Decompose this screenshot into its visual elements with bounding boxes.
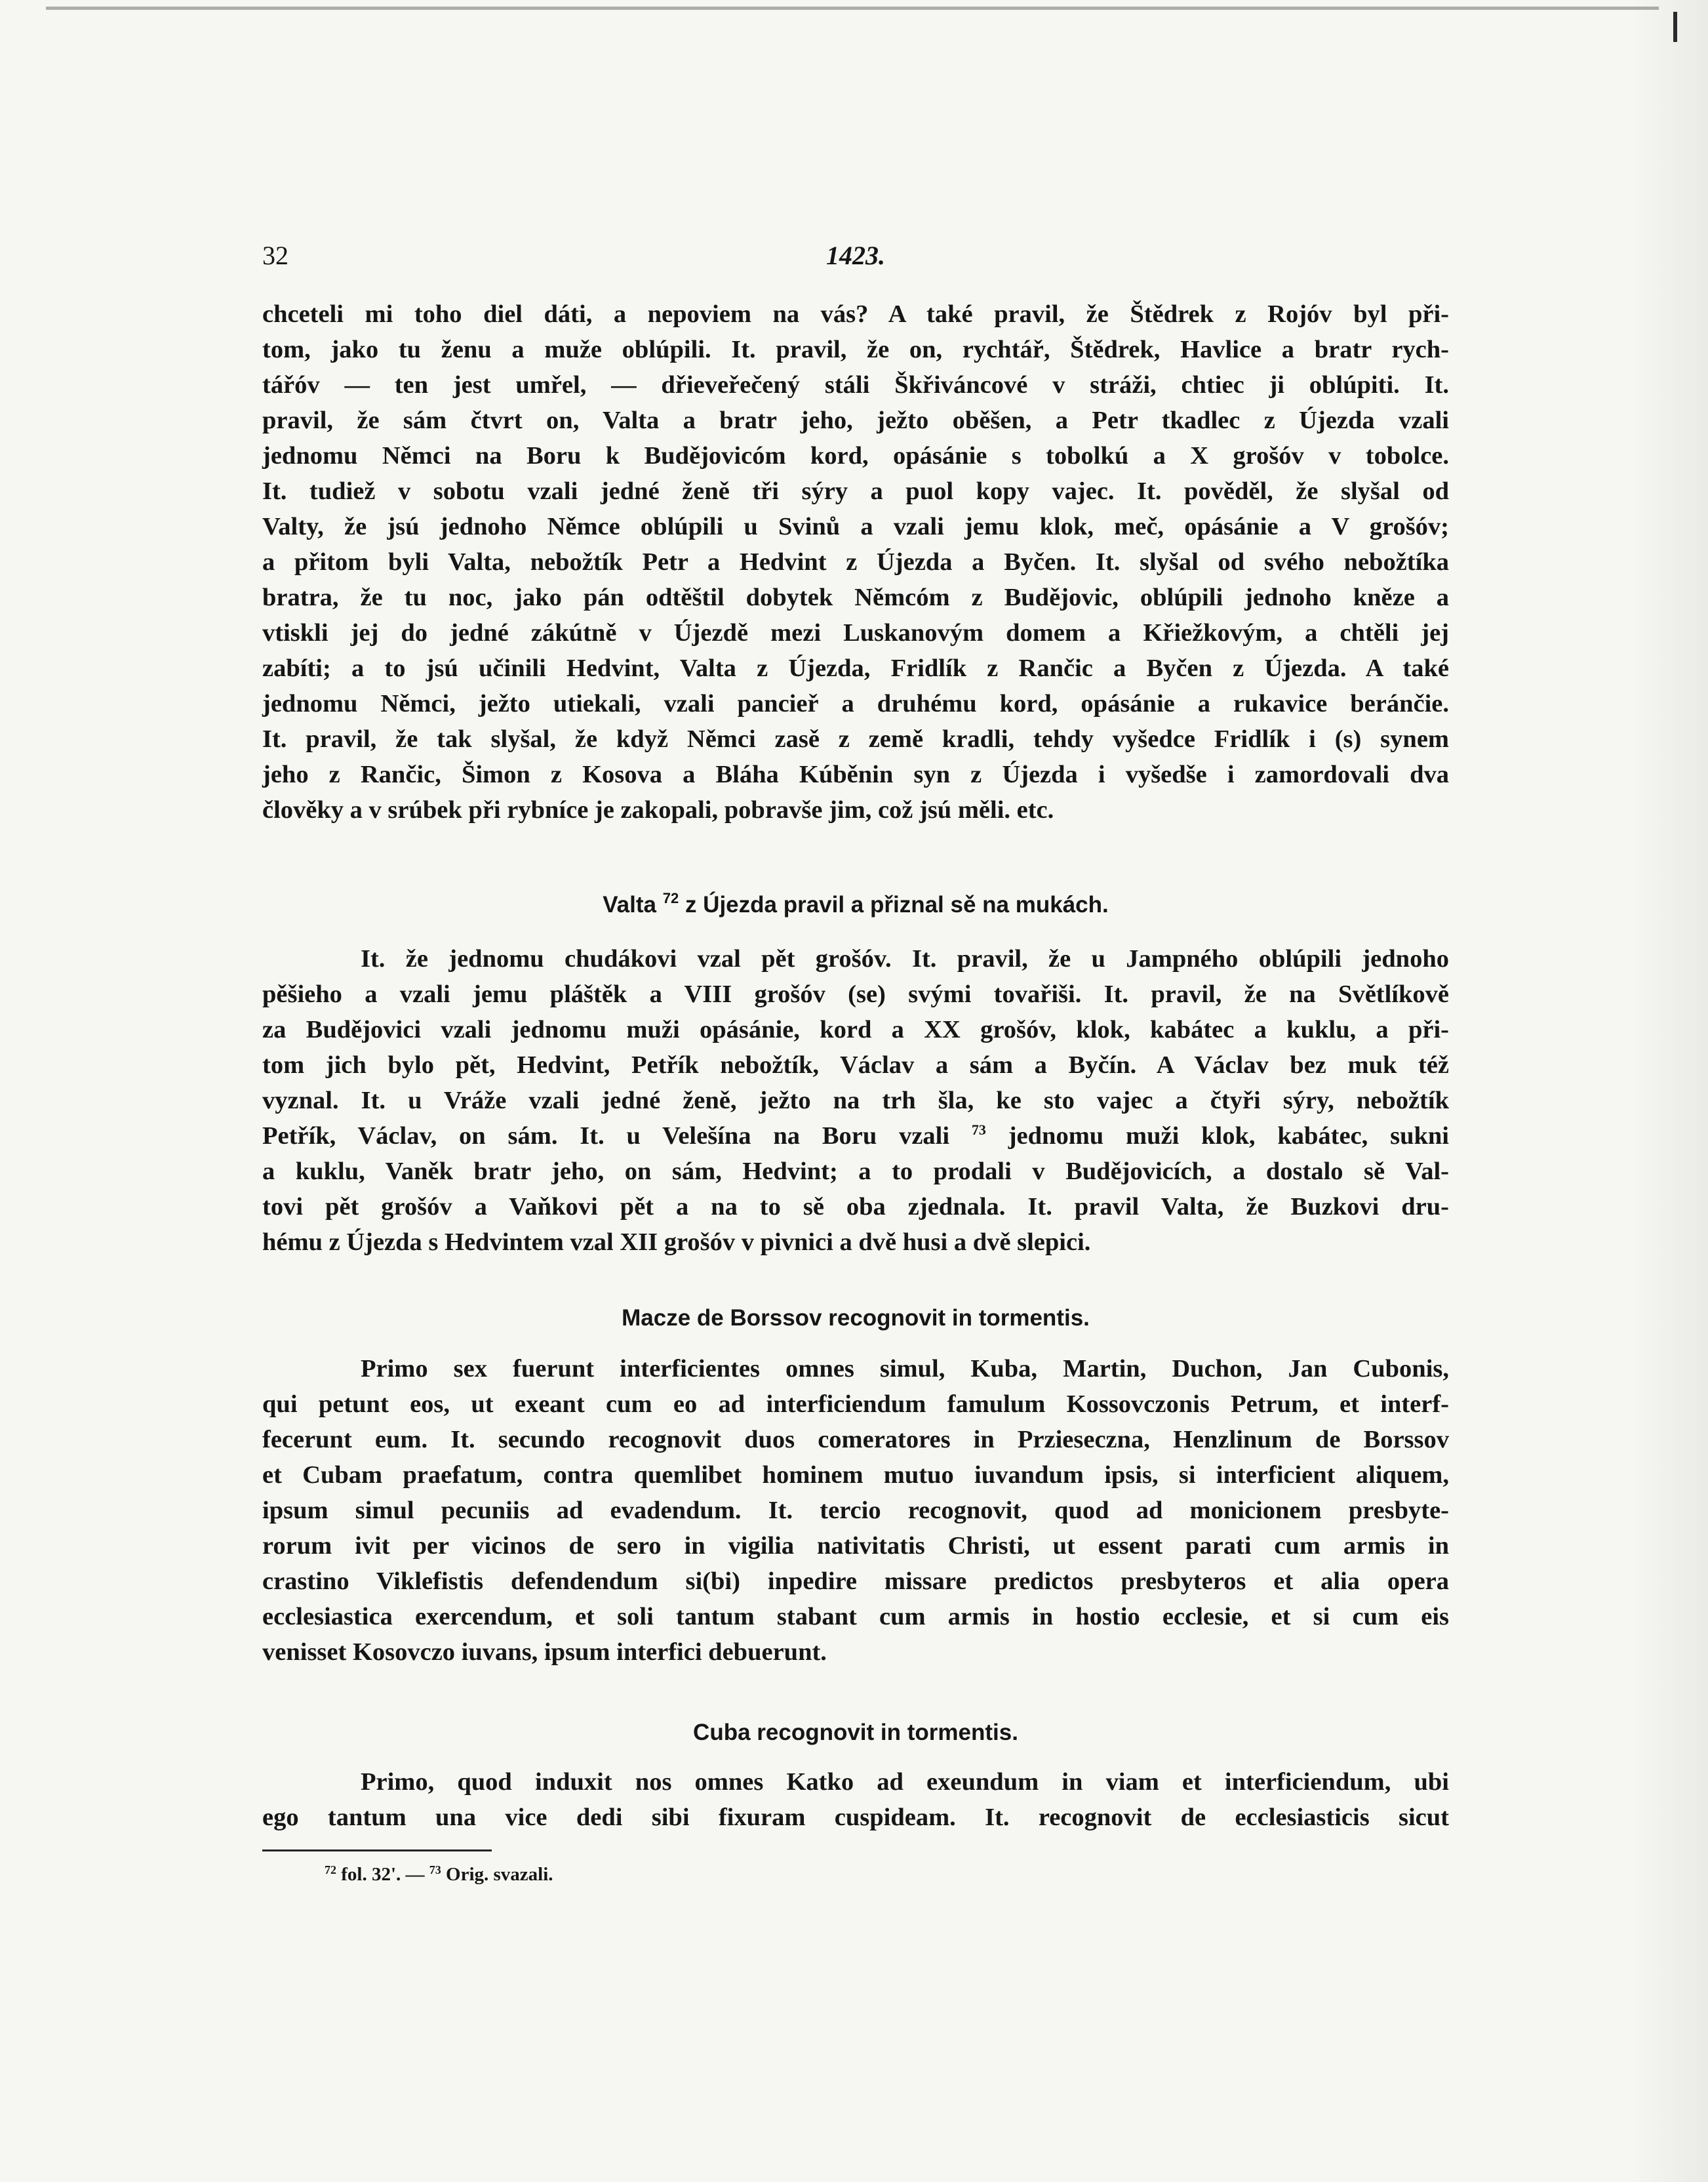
footnote-text: Orig. svazali. (446, 1864, 553, 1885)
text-line: zabíti; a to jsú učinili Hedvint, Valta z Újezda, Fridlík z Rančic a Byčen z Újezda. A také (262, 655, 1449, 682)
text-line: jednomu Němci na Boru k Budějovicóm kord, opásánie s tobolkú a X grošóv v tobolce. (262, 442, 1449, 470)
heading-text: Valta (603, 892, 656, 918)
footnote-number: 73 (429, 1863, 441, 1876)
text-fragment: jednomu muži klok, kabátec, sukni (1008, 1122, 1450, 1150)
text-line: hému z Újezda s Hedvintem vzal XII grošóv v pivnici a dvě husi a dvě slepici. (262, 1228, 1091, 1256)
text-line: tom jich bylo pět, Hedvint, Petřík nebožtík, Václav a sám a Byčín. A Václav bez muk též (262, 1051, 1449, 1079)
page-number: 32 (262, 241, 288, 270)
text-line: za Budějovici vzali jednomu muži opásánie, kord a XX grošóv, klok, kabátec a kuklu, a při- (262, 1016, 1449, 1043)
footnote-ref: 72 (662, 890, 679, 906)
text-line: pěšieho a vzali jemu pláštěk a VIII grošóv (se) svými tovařiši. It. pravil, že na Světlíkově (262, 980, 1449, 1008)
text-line: tovi pět grošóv a Vaňkovi pět a na to sě oba zjednala. It. pravil Valta, že Buzkovi dru- (262, 1193, 1449, 1221)
section-heading-macze: Macze de Borssov recognovit in tormentis. (622, 1305, 1090, 1331)
text-line: venisset Kosovczo iuvans, ipsum interfici debuerunt. (262, 1638, 827, 1666)
text-line: ipsum simul pecuniis ad evadendum. It. tercio recognovit, quod ad monicionem presbyte- (262, 1497, 1449, 1524)
text-line: jednomu Němci, ježto utiekali, vzali pancieř a druhému kord, opásánie a rukavice beránčie. (262, 690, 1449, 717)
text-line: fecerunt eum. It. secundo recognovit duos comeratores in Przieseczna, Henzlinum de Borssov (262, 1426, 1449, 1453)
text-line: chceteli mi toho diel dáti, a nepoviem na vás? A také pravil, že Štědrek z Rojóv byl při- (262, 300, 1449, 328)
text-line: rorum ivit per vicinos de sero in vigilia nativitatis Christi, ut essent parati cum armis in (262, 1532, 1449, 1560)
text-line: ecclesiastica exercendum, et soli tantum stabant cum armis in hostio ecclesie, et si cum eis (262, 1603, 1449, 1630)
text-line: It. že jednomu chudákovi vzal pět grošóv. It. pravil, že u Jampného oblúpili jednoho (361, 945, 1449, 973)
footnotes (325, 1861, 553, 1888)
heading-text: z Újezda pravil a přiznal sě na mukách. (685, 892, 1109, 918)
footnote-separator: — (405, 1864, 425, 1885)
text-line: vyznal. It. u Vráže vzali jedné ženě, ježto na trh šla, ke sto vajec a čtyři sýry, nebožtík (262, 1087, 1449, 1114)
text-line: It. pravil, že tak slyšal, že když Němci zasě z země kradli, tehdy vyšedce Fridlík i (s) synem (262, 725, 1449, 753)
text-line: a přitom byli Valta, nebožtík Petr a Hedvint z Újezda a Byčen. It. slyšal od svého nebožtíka (262, 548, 1449, 576)
text-line: It. tudiež v sobotu vzali jedné ženě tři sýry a puol kopy vajec. It. pověděl, že slyšal od (262, 477, 1449, 505)
scan-mark (1673, 12, 1677, 42)
text-line: vtiskli jej do jedné zákútně v Újezdě mezi Luskanovým domem a Křiežkovým, a chtěli jej (262, 619, 1449, 647)
text-line: Valty, že jsú jednoho Němce oblúpili u Svinů a vzali jemu klok, meč, opásánie a V grošóv; (262, 513, 1449, 540)
text-line (262, 1118, 1449, 1154)
text-line: pravil, že sám čtvrt on, Valta a bratr jeho, ježto oběšen, a Petr tkadlec z Újezda vzali (262, 407, 1449, 434)
text-line: člověky a v srúbek při rybníce je zakopali, pobravše jim, což jsú měli. etc. (262, 796, 1054, 824)
text-line: a kuklu, Vaněk bratr jeho, on sám, Hedvint; a to prodali v Budějovicích, a dostalo sě Val- (262, 1158, 1449, 1185)
text-line: tom, jako tu ženu a muže oblúpili. It. pravil, že on, rychtář, Štědrek, Havlice a bratr rych- (262, 336, 1449, 363)
footnote-text: fol. 32'. (341, 1864, 401, 1885)
text-line: qui petunt eos, ut exeant cum eo ad interficiendum famulum Kossovczonis Petrum, et interf- (262, 1390, 1449, 1418)
text-fragment: Petřík, Václav, on sám. It. u Velešína na Boru vzali (262, 1122, 950, 1150)
text-line: bratra, že tu noc, jako pán odtěštil dobytek Němcóm z Budějovic, oblúpili jednoho kněze a (262, 584, 1449, 611)
text-line: crastino Viklefistis defendendum si(bi) inpedire missare predictos presbyteros et alia opera (262, 1567, 1449, 1595)
running-head-year: 1423. (826, 241, 885, 270)
text-line: ego tantum una vice dedi sibi fixuram cuspideam. It. recognovit de ecclesiasticis sicut (262, 1804, 1449, 1831)
footnote-rule (262, 1849, 492, 1851)
text-line: et Cubam praefatum, contra quemlibet hominem mutuo iuvandum ipsis, si interficient aliquem, (262, 1461, 1449, 1489)
scan-shadow (1629, 0, 1708, 2182)
section-heading-cuba: Cuba recognovit in tormentis. (693, 1720, 1018, 1745)
footnote-number: 72 (325, 1863, 336, 1876)
text-line: Primo, quod induxit nos omnes Katko ad exeundum in viam et interficiendum, ubi (361, 1768, 1449, 1796)
text-line: Primo sex fuerunt interficientes omnes simul, Kuba, Martin, Duchon, Jan Cubonis, (361, 1355, 1449, 1383)
text-line: jeho z Rančic, Šimon z Kosova a Bláha Kúběnin syn z Újezda i vyšedše i zamordovali dva (262, 761, 1449, 788)
section-heading-valta (262, 887, 1449, 923)
scan-top-edge (46, 7, 1659, 10)
text-line: tářóv — ten jest umřel, — dřieveřečený stáli Škřiváncové v stráži, chtiec ji oblúpiti. It. (262, 371, 1449, 399)
running-header (262, 236, 1449, 275)
footnote-ref: 73 (971, 1121, 986, 1138)
